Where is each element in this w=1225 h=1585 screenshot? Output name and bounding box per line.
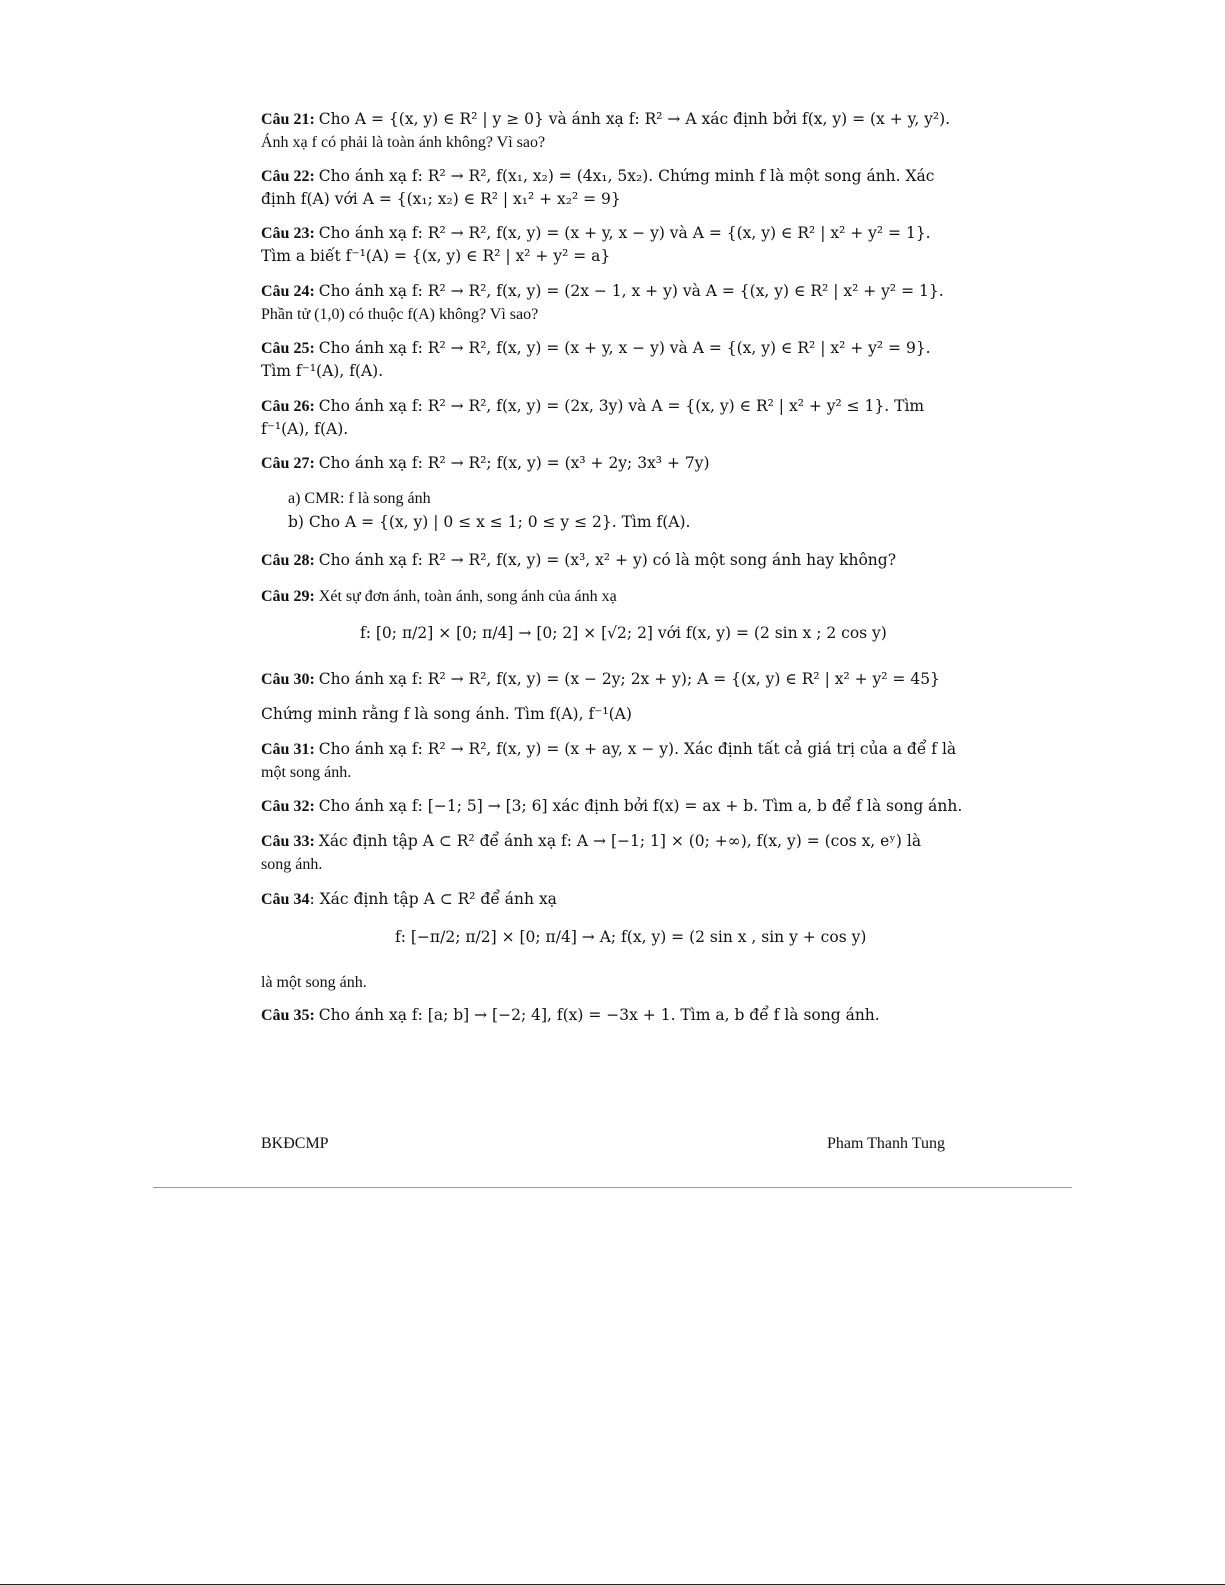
question-text: Cho ánh xạ f: R² → R², f(x₁, x₂) = (4x₁, 5x₂). Chứng minh f là một song ánh. Xác	[318, 167, 935, 185]
question-label: Câu 26:	[261, 398, 315, 415]
question-24	[261, 280, 961, 326]
question-text: Xét sự đơn ánh, toàn ánh, song ánh của ánh xạ	[318, 588, 617, 605]
question-label: Câu 24:	[261, 283, 315, 300]
question-text: Tìm f⁻¹(A), f(A).	[261, 362, 384, 380]
question-21	[261, 108, 961, 154]
question-30-extra: Chứng minh rằng f là song ánh. Tìm f(A), f⁻¹(A)	[261, 705, 632, 723]
question-text: : Xác định tập A ⊂ R² để ánh xạ	[309, 890, 557, 908]
question-text: Ánh xạ f có phải là toàn ánh không? Vì sao?	[261, 134, 546, 151]
question-33	[261, 830, 961, 876]
question-label: Câu 30:	[261, 671, 315, 688]
question-text: Phần tử (1,0) có thuộc f(A) không? Vì sao?	[261, 306, 539, 323]
question-text: Cho ánh xạ f: R² → R², f(x, y) = (2x − 1, x + y) và A = {(x, y) ∈ R² | x² + y² = 1}.	[318, 282, 944, 300]
question-text: song ánh.	[261, 856, 323, 873]
question-30	[261, 668, 961, 691]
question-label: Câu 34	[261, 891, 310, 908]
question-label: Câu 31:	[261, 741, 315, 758]
question-label: Câu 35:	[261, 1007, 315, 1024]
question-text: Cho ánh xạ f: R² → R², f(x, y) = (x + ay, x − y). Xác định tất cả giá trị của a để f là	[318, 740, 957, 758]
question-text: Cho ánh xạ f: R² → R², f(x, y) = (x³, x² + y) có là một song ánh hay không?	[318, 551, 897, 569]
question-text: một song ánh.	[261, 764, 352, 781]
question-23	[261, 222, 961, 268]
question-34-extra: là một song ánh.	[261, 974, 367, 991]
question-34-formula: f: [−π/2; π/2] × [0; π/4] → A; f(x, y) = (2 sin x , sin y + cos y)	[395, 928, 867, 946]
question-label: Câu 21:	[261, 111, 315, 128]
question-31	[261, 738, 961, 784]
footer-left: BKĐCMP	[261, 1135, 329, 1152]
question-27-part-a: a) CMR: f là song ánh	[288, 490, 431, 507]
question-27	[261, 452, 961, 475]
footer-divider	[153, 1187, 1072, 1188]
question-text: Cho ánh xạ f: R² → R², f(x, y) = (x + y, x − y) và A = {(x, y) ∈ R² | x² + y² = 9}.	[318, 339, 931, 357]
question-label: Câu 22:	[261, 168, 315, 185]
question-text: Cho ánh xạ f: [−1; 5] → [3; 6] xác định bởi f(x) = ax + b. Tìm a, b để f là song ánh.	[318, 797, 963, 815]
question-label: Câu 25:	[261, 340, 315, 357]
footer-author: Pham Thanh Tung	[827, 1135, 945, 1152]
question-29	[261, 585, 961, 608]
question-text: Cho A = {(x, y) ∈ R² | y ≥ 0} và ánh xạ f: R² → A xác định bởi f(x, y) = (x + y, y²).	[318, 110, 951, 128]
question-label: Câu 23:	[261, 225, 315, 242]
question-text: định f(A) với A = {(x₁; x₂) ∈ R² | x₁² + x₂² = 9}	[261, 190, 621, 208]
question-26	[261, 395, 961, 441]
question-text: Cho ánh xạ f: [a; b] → [−2; 4], f(x) = −3x + 1. Tìm a, b để f là song ánh.	[318, 1006, 880, 1024]
question-text: Cho ánh xạ f: R² → R², f(x, y) = (x − 2y; 2x + y); A = {(x, y) ∈ R² | x² + y² = 45}	[318, 670, 940, 688]
question-34	[261, 888, 961, 911]
question-35	[261, 1004, 961, 1027]
question-label: Câu 29:	[261, 588, 315, 605]
question-text: f⁻¹(A), f(A).	[261, 420, 349, 438]
question-text: Cho ánh xạ f: R² → R²; f(x, y) = (x³ + 2y; 3x³ + 7y)	[318, 454, 710, 472]
question-32	[261, 795, 961, 818]
question-22	[261, 165, 961, 211]
question-29-formula: f: [0; π/2] × [0; π/4] → [0; 2] × [√2; 2] với f(x, y) = (2 sin x ; 2 cos y)	[360, 624, 887, 642]
question-28	[261, 549, 961, 572]
question-25	[261, 337, 961, 383]
question-text: Xác định tập A ⊂ R² để ánh xạ f: A → [−1; 1] × (0; +∞), f(x, y) = (cos x, eʸ) là	[318, 832, 922, 850]
question-label: Câu 27:	[261, 455, 315, 472]
question-label: Câu 33:	[261, 833, 315, 850]
question-text: Tìm a biết f⁻¹(A) = {(x, y) ∈ R² | x² + y² = a}	[261, 247, 611, 265]
question-label: Câu 28:	[261, 552, 315, 569]
question-label: Câu 32:	[261, 798, 315, 815]
question-text: Cho ánh xạ f: R² → R², f(x, y) = (x + y, x − y) và A = {(x, y) ∈ R² | x² + y² = 1}.	[318, 224, 931, 242]
question-27-part-b: b) Cho A = {(x, y) | 0 ≤ x ≤ 1; 0 ≤ y ≤ 2}. Tìm f(A).	[288, 513, 691, 531]
question-text: Cho ánh xạ f: R² → R², f(x, y) = (2x, 3y) và A = {(x, y) ∈ R² | x² + y² ≤ 1}. Tìm	[318, 397, 925, 415]
